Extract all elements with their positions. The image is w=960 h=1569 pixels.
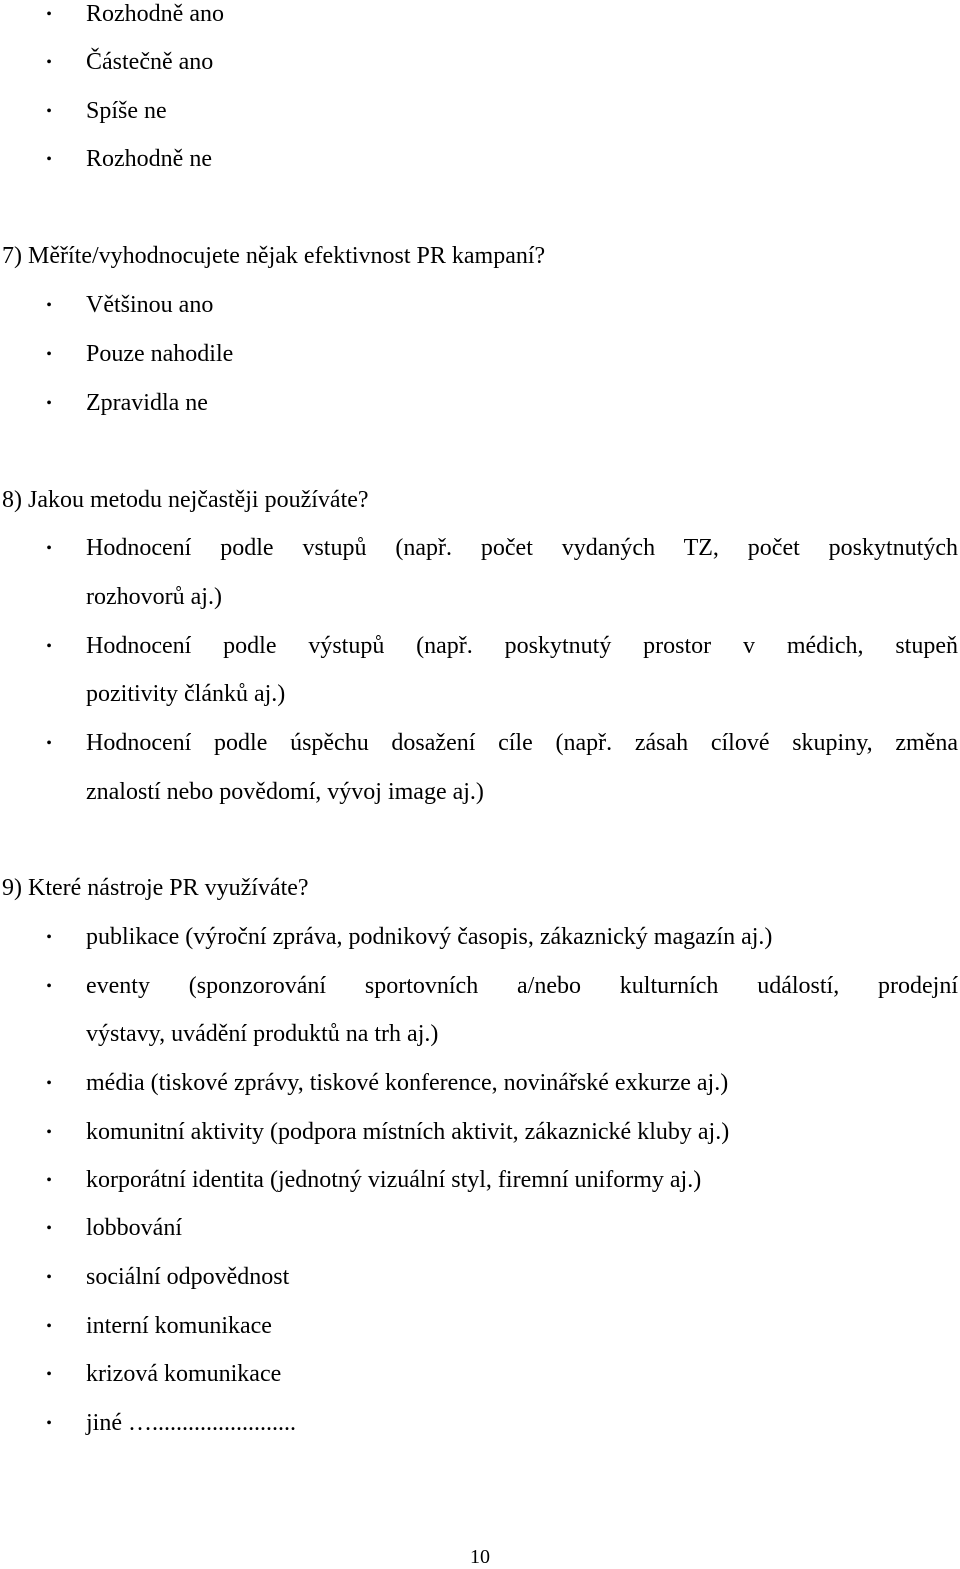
option-text: Pouze nahodile	[86, 341, 234, 367]
bullet-icon: •	[46, 735, 52, 752]
option-text: Částečně ano	[86, 49, 214, 75]
bullet-icon: •	[46, 540, 52, 557]
option-text: lobbování	[86, 1215, 182, 1241]
option-text-line1: Hodnocení podle úspěchu dosažení cíle (např. zásah cílové skupiny, změna	[86, 730, 958, 756]
option-text-line1: Hodnocení podle výstupů (např. poskytnutý prostor v médich, stupeň	[86, 633, 958, 659]
bullet-icon: •	[46, 638, 52, 655]
option-text: Rozhodně ano	[86, 1, 224, 27]
option-text: krizová komunikace	[86, 1361, 282, 1387]
option-text-line2: výstavy, uvádění produktů na trh aj.)	[86, 1021, 439, 1047]
bullet-icon: •	[46, 395, 52, 412]
bullet-icon: •	[46, 103, 52, 120]
bullet-icon: •	[46, 1366, 52, 1383]
option-text-line2: pozitivity článků aj.)	[86, 681, 286, 707]
option-text: komunitní aktivity (podpora místních aktivit, zákaznické kluby aj.)	[86, 1119, 730, 1145]
bullet-icon: •	[46, 151, 52, 168]
question-text: 7) Měříte/vyhodnocujete nějak efektivnost PR kampaní?	[2, 243, 546, 269]
question-text: 9) Které nástroje PR využíváte?	[2, 875, 309, 901]
option-text: jiné …........................	[86, 1410, 296, 1436]
option-text: média (tiskové zprávy, tiskové konference, novinářské exkurze aj.)	[86, 1070, 729, 1096]
bullet-icon: •	[46, 346, 52, 363]
option-text-line1: eventy (sponzorování sportovních a/nebo kulturních událostí, prodejní	[86, 973, 958, 999]
option-text-line2: rozhovorů aj.)	[86, 584, 222, 610]
bullet-icon: •	[46, 929, 52, 946]
bullet-icon: •	[46, 978, 52, 995]
option-text: interní komunikace	[86, 1313, 272, 1339]
bullet-icon: •	[46, 297, 52, 314]
option-text: publikace (výroční zpráva, podnikový časopis, zákaznický magazín aj.)	[86, 924, 773, 950]
question-text: 8) Jakou metodu nejčastěji používáte?	[2, 487, 369, 513]
option-text: korporátní identita (jednotný vizuální styl, firemní uniformy aj.)	[86, 1167, 702, 1193]
bullet-icon: •	[46, 1172, 52, 1189]
option-text: Rozhodně ne	[86, 146, 212, 172]
bullet-icon: •	[46, 6, 52, 23]
option-text: sociální odpovědnost	[86, 1264, 290, 1290]
bullet-icon: •	[46, 1220, 52, 1237]
option-text: Spíše ne	[86, 98, 167, 124]
bullet-icon: •	[46, 1415, 52, 1432]
bullet-icon: •	[46, 54, 52, 71]
option-text-line2: znalostí nebo povědomí, vývoj image aj.)	[86, 779, 484, 805]
bullet-icon: •	[46, 1318, 52, 1335]
page-number: 10	[470, 1546, 490, 1568]
option-text: Většinou ano	[86, 292, 214, 318]
option-text-line1: Hodnocení podle vstupů (např. počet vydaných TZ, počet poskytnutých	[86, 535, 958, 561]
bullet-icon: •	[46, 1269, 52, 1286]
bullet-icon: •	[46, 1124, 52, 1141]
bullet-icon: •	[46, 1075, 52, 1092]
option-text: Zpravidla ne	[86, 390, 208, 416]
